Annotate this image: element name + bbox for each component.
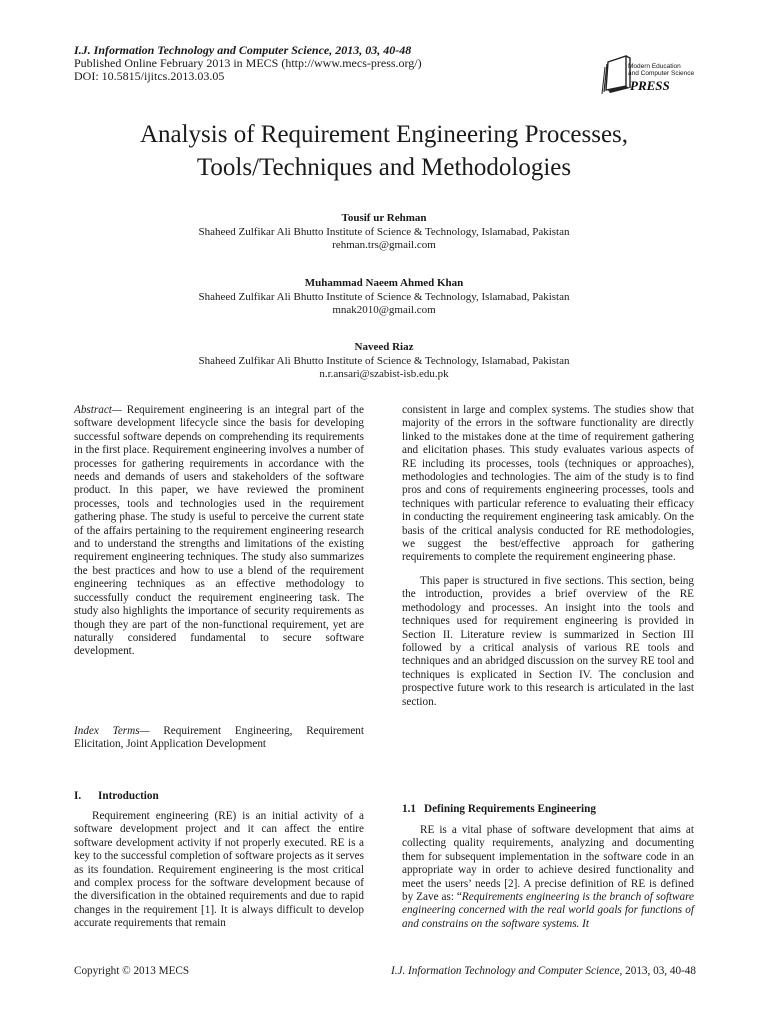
title-line-1: Analysis of Requirement Engineering Processes, — [139, 121, 629, 148]
abstract — [74, 404, 364, 659]
author-affiliation: Shaheed Zulfikar Ali Bhutto Institute of Science & Technology, Islamabad, Pakistan — [198, 354, 570, 367]
index-terms-text: Requirement Engineering, Requirement Elicitation, Joint Application Development — [74, 725, 364, 751]
index-terms — [74, 725, 364, 752]
footer-journal — [391, 965, 696, 977]
paper-title — [60, 118, 708, 184]
intro-para-1: Requirement engineering (RE) is an initial activity of a software development project and it can affect the entire software development activity if not properly executed. RE is a key to the successful completion of software projects as it serves as its foundation. Requirement engineering is the most critical and complex process for the software development because of the diversification in the obtained requirements and due to rapid changes in the requirement [1]. It is always difficult to develop accurate requirements that remain — [74, 810, 364, 930]
section-number: I. — [74, 790, 82, 802]
footer-journal-issue: 2013, 03, 40-48 — [622, 965, 696, 977]
abstract-text: Requirement engineering is an integral part of the software development lifecycle since the basis for developing successful software depends on comprehending its requirements in the first place. Requirement engineering involves a number of processes for gathering requirements in accordance with the needs and demands of users and stakeholders of the software product. In this paper, we have reviewed the prominent processes, tools and technologies used in the requirement gathering phase. The study is useful to perceive the current state of the affairs pertaining to the requirement engineering research and to understand the strengths and limitations of the existing requirement engineering techniques. The study also summarizes the best practices and how to use a blend of the requirement engineering techniques as an effective methodology to successfully conduct the requirement engineering task. The study also highlights the importance of security requirements as though they are part of the non-functional requirement, yet are naturally considered fundamental to secure software development. — [74, 404, 364, 658]
section-heading-introduction — [74, 790, 364, 802]
author-name: Muhammad Naeem Ahmed Khan — [304, 277, 464, 289]
defining-re-text: RE is a vital phase of software development that aims at collecting quality requirements, analyzing and documenting them for subsequent implementation in the software code in an appropriate way in order to achieve desired functionality and meet the users’ needs [2]. A precise definition of RE is defined by Zave as: “ — [402, 824, 694, 904]
section-title: Introduction — [98, 790, 159, 802]
author-email: mnak2010@gmail.com — [332, 304, 436, 316]
subsection-heading — [402, 803, 694, 815]
title-line-2: Tools/Techniques and Methodologies — [196, 154, 572, 181]
logo-line2: and Computer Science — [628, 70, 695, 77]
logo-word: PRESS — [630, 78, 670, 93]
intro-paragraph — [74, 810, 364, 931]
author-block-1 — [60, 212, 708, 253]
author-name: Naveed Riaz — [354, 341, 414, 353]
author-name: Tousif ur Rehman — [341, 212, 427, 224]
intro-para-continued: consistent in large and complex systems. The studies show that majority of the errors in the software functionality are directly linked to the mistakes done at the time of requirement gathering and elicitation phases. This study evaluates various aspects of RE including its processes, tools (techniques or approaches), methodologies and technologies. The aim of the study is to find pros and cons of requirements engineering processes, tools and techniques with particular reference to evaluating their efficacy in conducting the requirement engineering task amicably. On the basis of the critical analysis conducted for RE methodologies, we suggest the best/effective approach for gathering requirements to complete the requirement engineering phase. — [402, 404, 694, 564]
author-block-2 — [60, 277, 708, 318]
journal-issue: 2013, 03, 40-48 — [332, 43, 412, 57]
author-email: rehman.trs@gmail.com — [332, 239, 436, 251]
mecs-press-logo — [600, 46, 704, 98]
book-icon — [602, 56, 630, 94]
zave-definition: Requirements engineering is the branch of software engineering concerned with the real world goals for functions of and constrains on the software systems. It — [402, 891, 694, 930]
author-block-3 — [60, 341, 708, 382]
author-affiliation: Shaheed Zulfikar Ali Bhutto Institute of Science & Technology, Islamabad, Pakistan — [198, 225, 570, 238]
abstract-label: Abstract— — [74, 404, 122, 416]
author-email: n.r.ansari@szabist-isb.edu.pk — [319, 368, 449, 380]
structure-paragraph: This paper is structured in five sections. This section, being the introduction, provides a brief overview of the RE methodology and processes. An insight into the tools and techniques used for requirement engineering is provided in Section II. Literature review is summarized in Section III followed by a critical analysis of various RE tools and techniques and an abridged discussion on the survey RE tool and techniques is explicated in Section IV. The conclusion and prospective future work to this research is articulated in the last section. — [402, 574, 694, 708]
right-column-text — [402, 404, 694, 709]
author-affiliation: Shaheed Zulfikar Ali Bhutto Institute of Science & Technology, Islamabad, Pakistan — [198, 290, 570, 303]
doi-line: DOI: 10.5815/ijitcs.2013.03.05 — [74, 69, 225, 83]
journal-name: I.J. Information Technology and Computer Science, — [74, 43, 333, 57]
defining-re-paragraph — [402, 824, 694, 931]
footer-copyright: Copyright © 2013 MECS — [74, 965, 190, 977]
logo-line1: Modern Education — [628, 63, 681, 70]
index-terms-label: Index Terms— — [74, 725, 150, 737]
subsection-number: 1.1 — [402, 803, 416, 815]
published-line: Published Online February 2013 in MECS (http://www.mecs-press.org/) — [74, 56, 422, 70]
subsection-title: Defining Requirements Engineering — [424, 803, 596, 815]
footer-journal-name: I.J. Information Technology and Computer Science, — [390, 965, 623, 977]
journal-header — [74, 44, 422, 83]
